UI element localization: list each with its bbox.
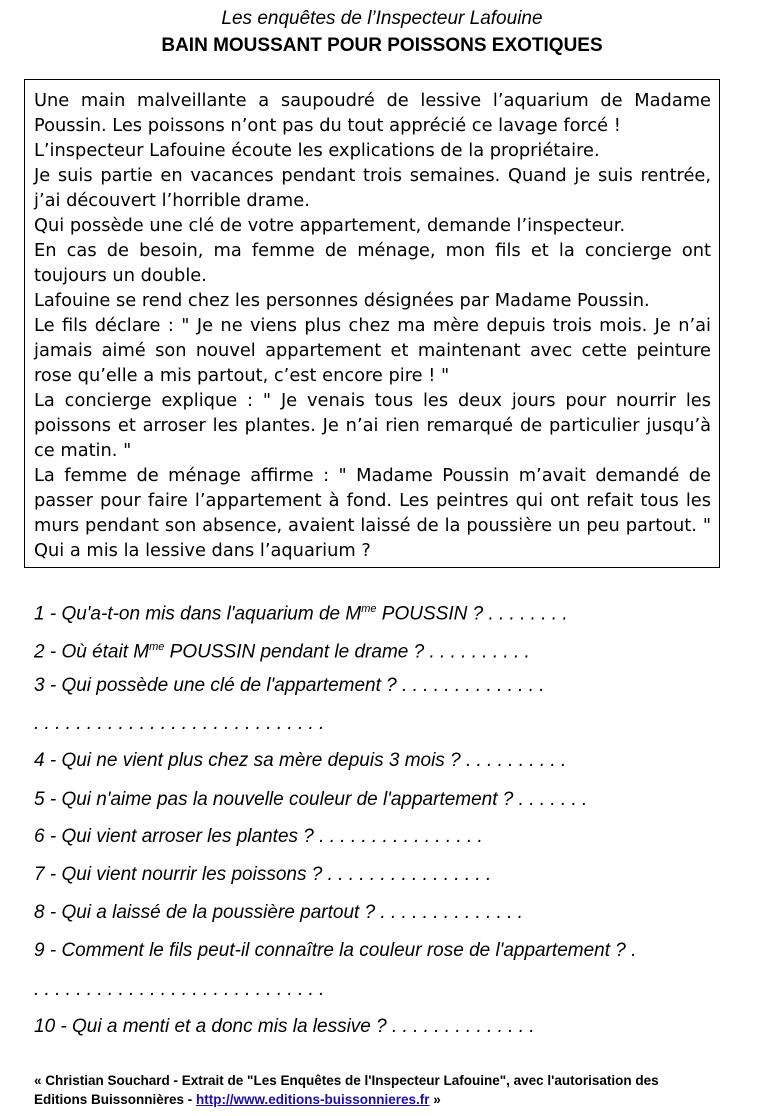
story-box [24,79,720,568]
story-line: murs pendant son absence, avaient laissé de la poussière un peu partout. " [34,515,711,536]
answer-dots: . . . . . . . . . . . . . . [402,675,545,696]
story-line: La concierge explique : " Je venais tous les deux jours pour nourrir les [34,390,711,411]
story-line: j’ai découvert l’horrible drame. [34,190,310,211]
story-line: Qui a mis la lessive dans l’aquarium ? [34,540,371,561]
story-line: Une main malveillante a saupoudré de lessive l’aquarium de Madame [34,90,711,111]
question-4: 4 - Qui ne vient plus chez sa mère depuis 3 mois ? . . . . . . . . . . [34,750,567,771]
story-line: En cas de besoin, ma femme de ménage, mon fils et la concierge ont [34,240,711,261]
story-line: jamais aimé son nouvel appartement et maintenant avec cette peinture [34,340,711,361]
answer-dots: . . . . . . . . [488,603,568,625]
story-line: poissons et arroser les plantes. Je n’ai rien remarqué de particulier jusqu’à [34,415,711,436]
story-line: Qui possède une clé de votre appartement, demande l’inspecteur. [34,215,626,236]
story-line: L’inspecteur Lafouine écoute les explications de la propriétaire. [34,140,600,161]
question-2: 2 - Où était $M^{me}$ POUSSIN pendant le drame ? . . . . . . . . . . [34,641,530,663]
answer-line [34,712,714,736]
story-line: toujours un double. [34,265,207,286]
question-5: 5 - Qui n'aime pas la nouvelle couleur de l'appartement ? . . . . . . . [34,789,588,810]
answer-dots: . . . . . . . . . . . . . . . . [327,864,492,885]
answer-dots: . . . . . . . . . . . . . . . . . . . . . . . . . . . . [34,713,325,734]
answer-dots: . [631,940,637,961]
answer-dots: . . . . . . . [518,789,588,810]
series-title: Les enquêtes de l’Inspecteur Lafouine [221,8,543,29]
story-line: passer pour faire l’appartement à fond. Les peintres qui ont refait tous les [34,490,711,511]
question-1: 1 - Qu'a-t-on mis dans l'aquarium de $M^{me}$ POUSSIN ? . . . . . . . . [34,603,568,625]
answer-line [34,978,714,1002]
story-line: rose qu’elle a mis partout, c’est encore pire ! " [34,365,450,386]
answer-dots: . . . . . . . . . . . . . . [392,1016,535,1037]
story-line: Le fils déclare : " Je ne viens plus chez ma mère depuis trois mois. Je n’ai [34,315,711,336]
question-10: 10 - Qui a menti et a donc mis la lessive ? . . . . . . . . . . . . . . [34,1016,535,1037]
story-line: ce matin. " [34,440,132,461]
footer-credit: « Christian Souchard - Extrait de "Les Enquêtes de l'Inspecteur Lafouine", avec l'autorisation des Editions Buissonnières - http://www.editions-buissonnieres.fr » [34,1073,659,1107]
answer-dots: . . . . . . . . . . . . . . . . [319,826,483,847]
question-3: 3 - Qui possède une clé de l'appartement ? . . . . . . . . . . . . . . [34,675,545,696]
question-7: 7 - Qui vient nourrir les poissons ? . . . . . . . . . . . . . . . . [34,864,492,885]
story-line: La femme de ménage affirme : " Madame Poussin m’avait demandé de [34,465,711,486]
page-title: BAIN MOUSSANT POUR POISSONS EXOTIQUES [161,35,603,56]
story-line: Poussin. Les poissons n’ont pas du tout apprécié ce lavage forcé ! [34,115,621,136]
answer-dots: . . . . . . . . . . [465,750,567,771]
question-9: 9 - Comment le fils peut-il connaître la couleur rose de l'appartement ? . [34,940,637,961]
story-line: Je suis partie en vacances pendant trois semaines. Quand je suis rentrée, [34,165,711,186]
publisher-link[interactable]: http://www.editions-buissonnieres.fr [196,1092,430,1107]
story-line: Lafouine se rend chez les personnes désignées par Madame Poussin. [34,290,650,311]
answer-dots: . . . . . . . . . . . . . . [380,902,523,923]
answer-dots: . . . . . . . . . . [429,641,530,663]
question-8: 8 - Qui a laissé de la poussière partout ? . . . . . . . . . . . . . . [34,902,523,923]
question-6: 6 - Qui vient arroser les plantes ? . . . . . . . . . . . . . . . . [34,826,483,847]
answer-dots: . . . . . . . . . . . . . . . . . . . . . . . . . . . . [34,979,325,1000]
